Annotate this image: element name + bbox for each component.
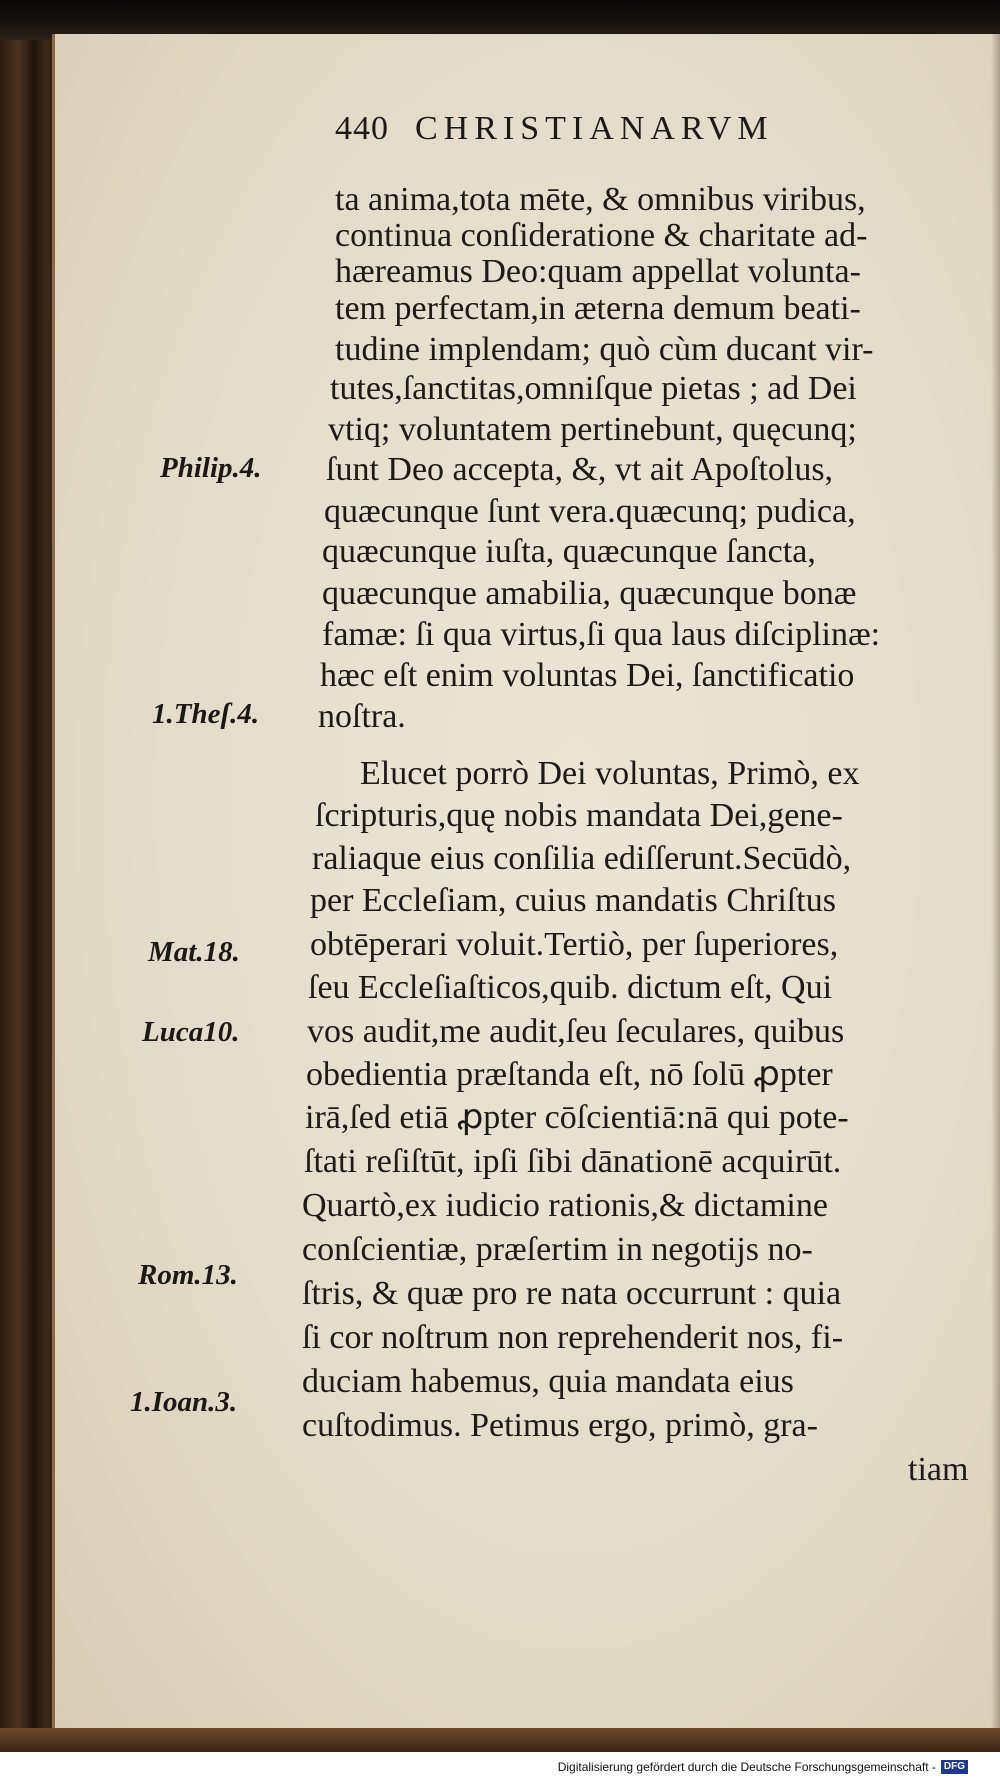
page-header: [335, 110, 774, 160]
text-line: obtēperari voluit.Tertiò, per ſuperiores,: [310, 926, 839, 963]
dfg-logo-icon: DFG: [941, 1760, 968, 1774]
text-line: ta anima,tota mēte, & omnibus viribus,: [335, 181, 866, 218]
text-line: ſi cor noſtrum non reprehenderit nos, fi-: [302, 1319, 844, 1356]
text-line: quæcunque amabilia, quæcunque bonæ: [322, 575, 857, 612]
margin-note: Mat.18.: [148, 936, 240, 968]
text-line: tiam: [908, 1451, 969, 1488]
text-line: ſtati reſiſtūt, ipſi ſibi dānationē acquirūt.: [304, 1143, 842, 1180]
text-line: ſeu Eccleſiaſticos,quib. dictum eſt, Qui: [308, 969, 833, 1006]
text-line: vtiq; voluntatem pertinebunt, quęcunq;: [328, 411, 857, 448]
text-line: obedientia præſtanda eſt, nō ſolū ꝓpter: [306, 1056, 833, 1093]
bottom-edge: [0, 1728, 1000, 1752]
running-head: CHRISTIANARVM: [415, 110, 774, 147]
text-line: quæcunque ſunt vera.quæcunq; pudica,: [324, 493, 856, 530]
text-line: irā,ſed etiā ꝓpter cōſcientiā:nā qui pote-: [305, 1099, 849, 1136]
text-line: conſcientiæ, præſertim in negotijs no-: [302, 1231, 813, 1268]
text-line: ſcripturis,quę nobis mandata Dei,gene-: [315, 797, 843, 834]
margin-note: 1.Theſ.4.: [152, 698, 260, 730]
text-line: ſtris, & quæ pro re nata occurrunt : quia: [302, 1275, 842, 1312]
text-line: ſunt Deo accepta, &, vt ait Apoſtolus,: [326, 451, 834, 488]
text-line: Elucet porrò Dei voluntas, Primò, ex: [360, 755, 860, 792]
text-line: famæ: ſi qua virtus,ſi qua laus diſciplinæ:: [322, 616, 881, 653]
text-line: vos audit,me audit,ſeu ſeculares, quibus: [307, 1013, 845, 1050]
text-line: hæc eſt enim voluntas Dei, ſanctificatio: [320, 657, 855, 694]
text-line: continua conſideratione & charitate ad-: [335, 217, 868, 254]
margin-note: Luca10.: [142, 1016, 240, 1048]
text-line: duciam habemus, quia mandata eius: [302, 1363, 794, 1400]
text-line: per Eccleſiam, cuius mandatis Chriſtus: [310, 882, 836, 919]
margin-note: 1.Ioan.3.: [130, 1386, 238, 1418]
footer: [558, 1758, 968, 1776]
footer-credit: Digitalisierung gefördert durch die Deutsche Forschungsgemeinschaft -: [557, 1760, 936, 1774]
margin-note: Philip.4.: [160, 452, 262, 484]
text-line: tem perfectam,in æterna demum beati-: [335, 290, 861, 327]
margin-note: Rom.13.: [138, 1259, 238, 1291]
text-line: raliaque eius conſilia ediſſerunt.Secūdò,: [312, 840, 852, 877]
text-line: noſtra.: [318, 698, 406, 735]
text-line: Quartò,ex iudicio rationis,& dictamine: [302, 1187, 828, 1224]
text-line: quæcunque iuſta, quæcunque ſancta,: [322, 533, 816, 570]
text-line: cuſtodimus. Petimus ergo, primò, gra-: [302, 1407, 818, 1444]
text-line: tutes,ſanctitas,omniſque pietas ; ad Dei: [330, 370, 857, 407]
text-line: hæreamus Deo:quam appellat volunta-: [335, 253, 861, 290]
page-number: 440: [335, 110, 389, 147]
text-line: tudine implendam; quò cùm ducant vir-: [335, 331, 874, 368]
